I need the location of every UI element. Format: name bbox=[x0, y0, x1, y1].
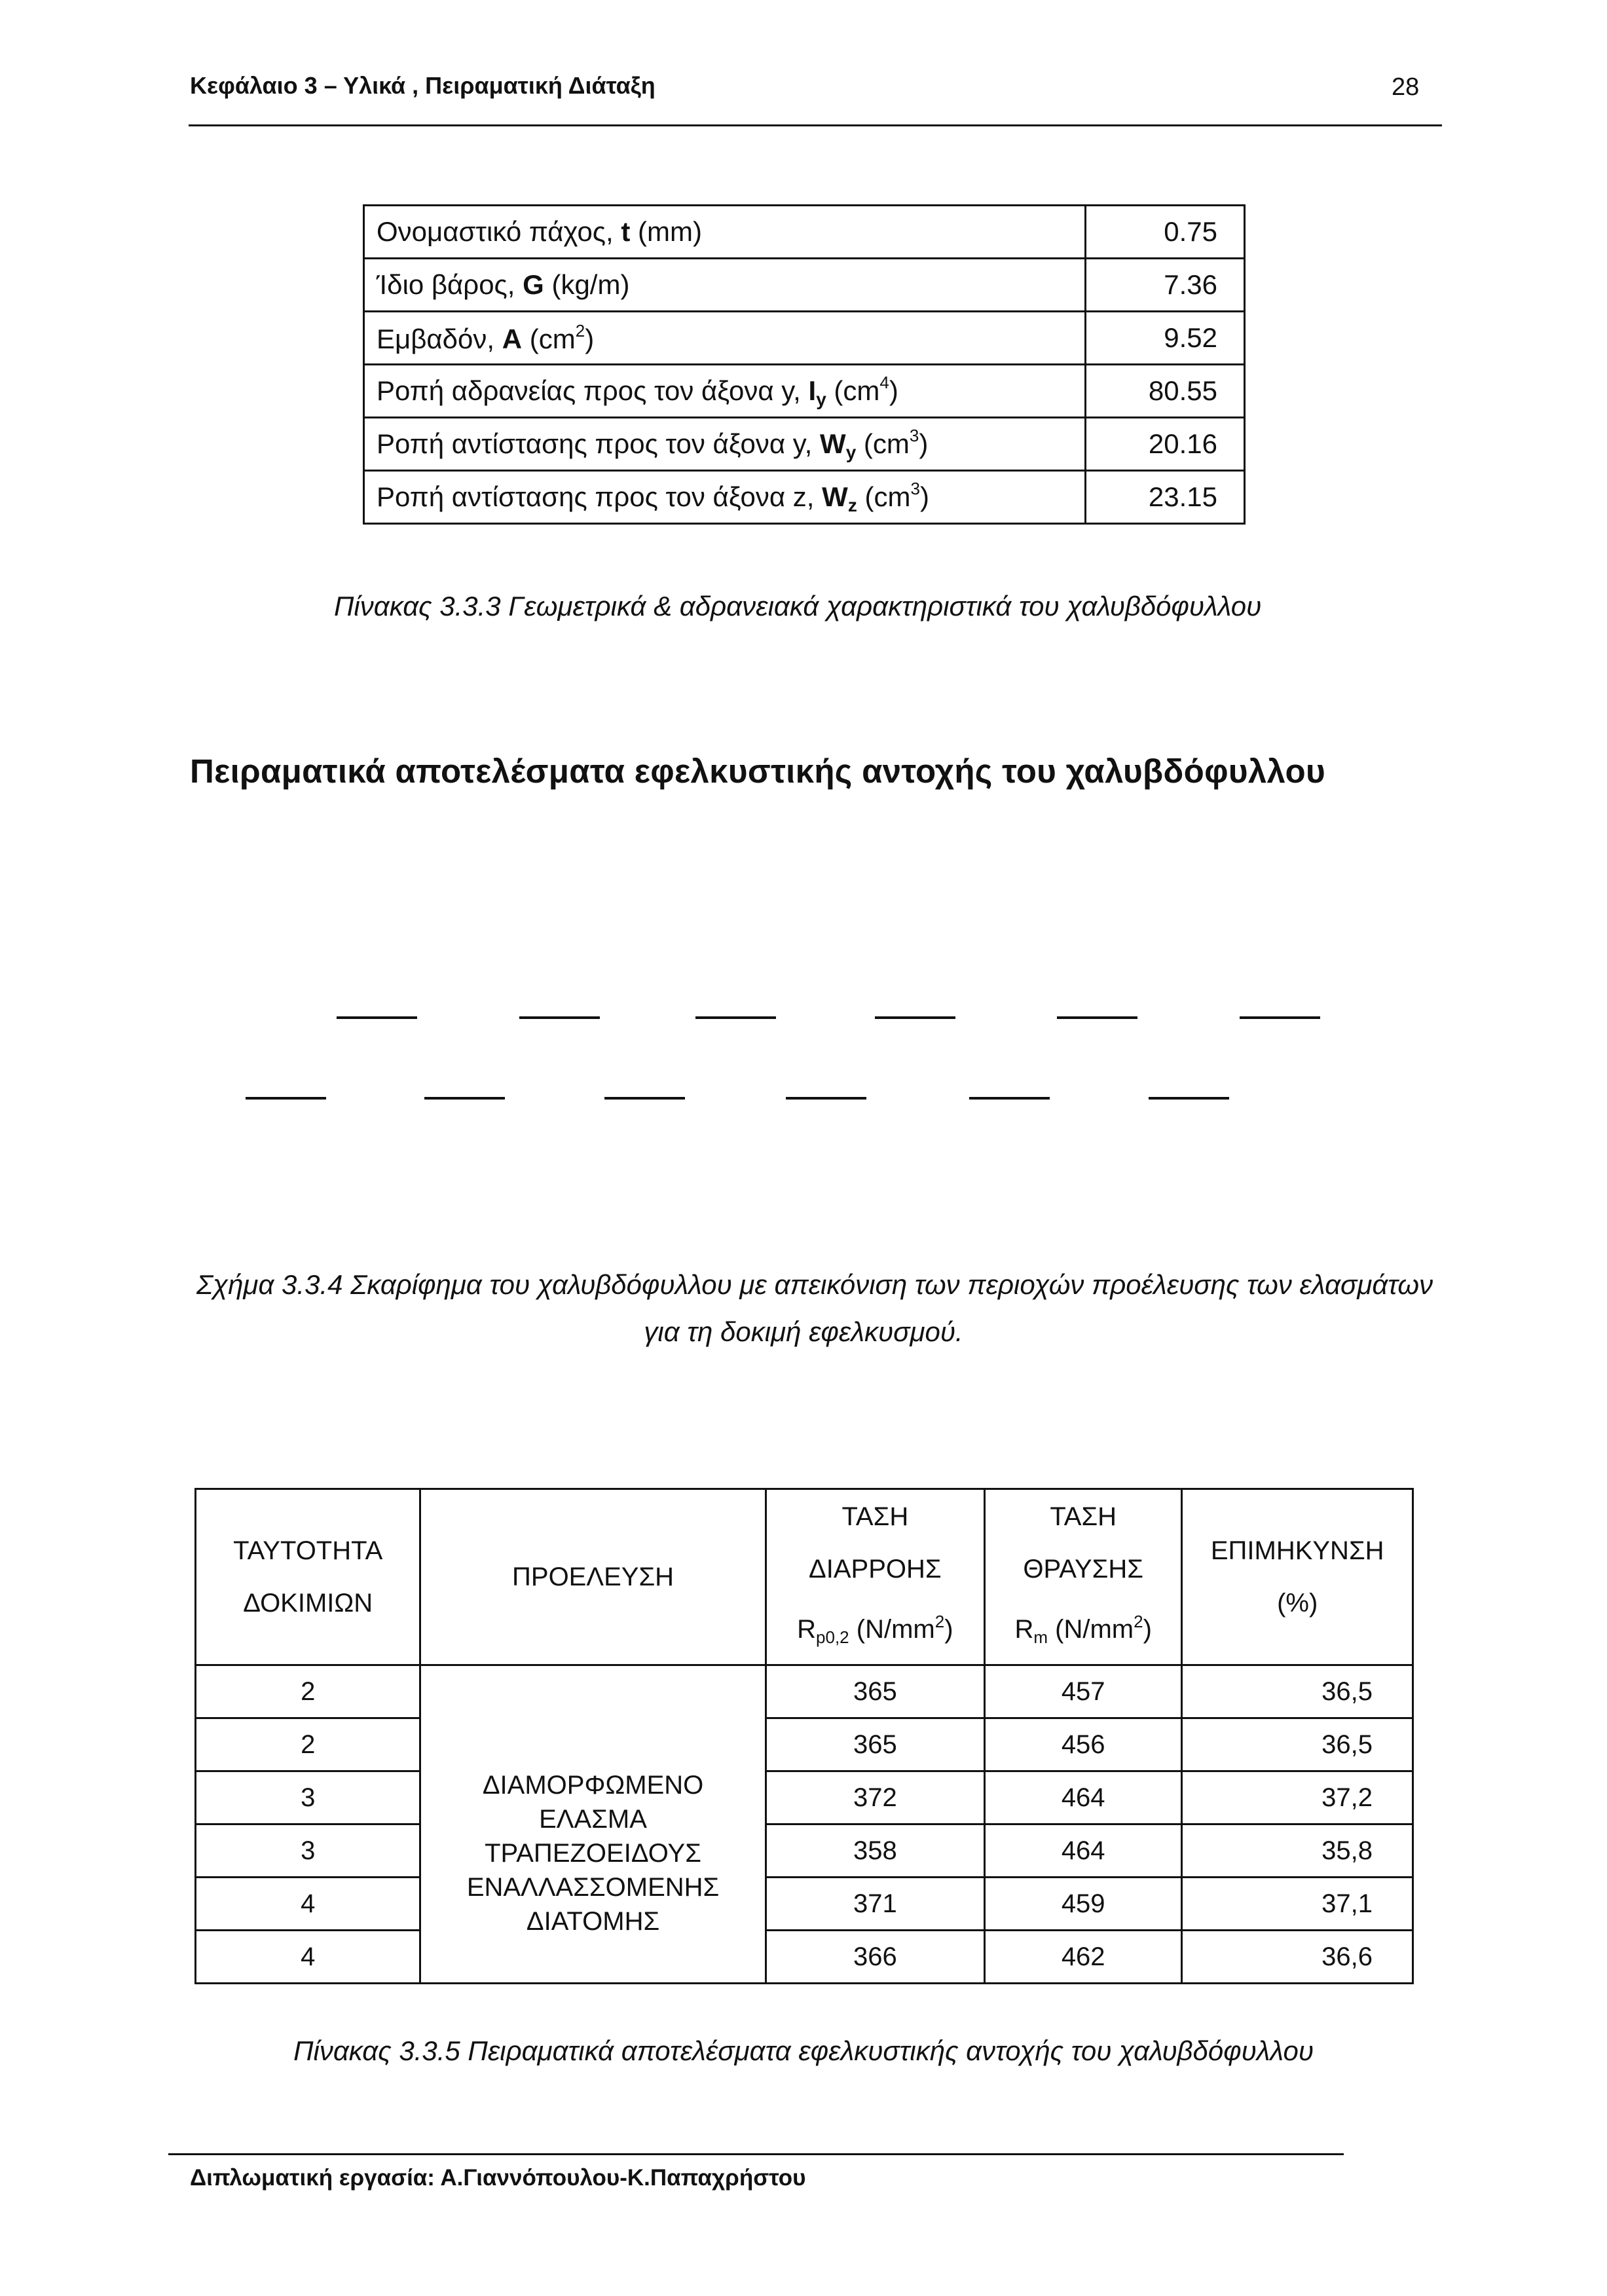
property-unit-close: ) bbox=[919, 481, 929, 512]
property-row bbox=[364, 471, 1245, 524]
property-unit: (cm bbox=[857, 481, 911, 512]
header-elongation-line-1: ΕΠΙΜΗΚΥΝΣΗ bbox=[1210, 1536, 1384, 1565]
sketch-line bbox=[1240, 1016, 1320, 1019]
origin-cell bbox=[420, 1665, 766, 1984]
header-specimen-id-line-1: ΤΑΥΤΟΤΗΤΑ bbox=[233, 1536, 383, 1565]
property-label bbox=[364, 206, 1086, 259]
sketch-line bbox=[969, 1097, 1050, 1100]
header-elongation bbox=[1182, 1489, 1413, 1665]
elongation-value: 36,6 bbox=[1182, 1931, 1413, 1984]
property-unit-close: ) bbox=[585, 324, 595, 354]
header-yield-stress bbox=[766, 1489, 984, 1665]
property-unit-close: ) bbox=[889, 375, 898, 406]
property-value: 0.75 bbox=[1086, 206, 1245, 259]
elongation-value: 36,5 bbox=[1182, 1718, 1413, 1771]
header-yield-line-2: ΔΙΑΡΡΟΗΣ bbox=[809, 1555, 942, 1583]
property-value: 20.16 bbox=[1086, 418, 1245, 471]
property-label-text: Ροπή αντίστασης προς τον άξονα y, bbox=[377, 428, 821, 459]
yield-value: 371 bbox=[766, 1878, 984, 1931]
header-ultimate-stress bbox=[985, 1489, 1182, 1665]
property-row bbox=[364, 312, 1245, 365]
yield-value: 372 bbox=[766, 1771, 984, 1824]
yield-sym: R bbox=[797, 1615, 817, 1644]
yield-value: 358 bbox=[766, 1824, 984, 1878]
property-label-text: Ροπή αδρανείας προς τον άξονα y, bbox=[377, 375, 809, 406]
property-label-text: Εμβαδόν, bbox=[377, 324, 502, 354]
property-symbol: t bbox=[621, 216, 631, 247]
header-origin bbox=[420, 1489, 766, 1665]
property-label bbox=[364, 259, 1086, 312]
tensile-results-table bbox=[194, 1488, 1414, 1984]
results-row bbox=[196, 1878, 1413, 1931]
specimen-id: 4 bbox=[196, 1878, 420, 1931]
property-row bbox=[364, 206, 1245, 259]
property-symbol-subscript: z bbox=[847, 494, 857, 515]
header-yield-line-1: ΤΑΣΗ bbox=[841, 1502, 909, 1531]
property-symbol-subscript: y bbox=[816, 388, 826, 409]
property-unit: (cm bbox=[826, 375, 880, 406]
specimen-id: 2 bbox=[196, 1718, 420, 1771]
header-ultimate-line-2: ΘΡΑΥΣΗΣ bbox=[1023, 1555, 1143, 1583]
property-unit: (cm bbox=[856, 428, 910, 459]
property-label bbox=[364, 418, 1086, 471]
ultimate-sub: m bbox=[1033, 1627, 1048, 1647]
sketch-line bbox=[246, 1097, 326, 1100]
sketch-line bbox=[604, 1097, 685, 1100]
origin-line: ΔΙΑΤΟΜΗΣ bbox=[526, 1907, 660, 1936]
yield-unit: (N/mm bbox=[849, 1615, 935, 1644]
chapter-title: Κεφάλαιο 3 – Υλικά , Πειραματική Διάταξη bbox=[190, 72, 656, 99]
elongation-value: 37,2 bbox=[1182, 1771, 1413, 1824]
sketch-line bbox=[695, 1016, 776, 1019]
ultimate-value: 456 bbox=[985, 1718, 1182, 1771]
section-properties-body bbox=[364, 206, 1245, 524]
table-caption-3-3-5: Πίνακας 3.3.5 Πειραματικά αποτελέσματα εφελκυστικής αντοχής του χαλυβδόφυλλου bbox=[293, 2035, 1314, 2066]
yield-value: 365 bbox=[766, 1665, 984, 1718]
results-row bbox=[196, 1718, 1413, 1771]
property-symbol-subscript: y bbox=[845, 441, 857, 462]
property-value: 7.36 bbox=[1086, 259, 1245, 312]
specimen-id: 3 bbox=[196, 1824, 420, 1878]
property-symbol: W bbox=[822, 481, 848, 512]
property-symbol: A bbox=[502, 324, 523, 354]
ultimate-value: 464 bbox=[985, 1771, 1182, 1824]
origin-line: ΕΝΑΛΛΑΣΣΟΜΕΝΗΣ bbox=[466, 1873, 720, 1902]
origin-line: ΕΛΑΣΜΑ bbox=[539, 1805, 647, 1834]
footer-text: Διπλωματική εργασία: Α.Γιαννόπουλου-Κ.Παπαχρήστου bbox=[190, 2165, 806, 2191]
figure-caption-line-1: Σχήμα 3.3.4 Σκαρίφημα του χαλυβδόφυλλου με απεικόνιση των περιοχών προέλευσης των ελασμάτων bbox=[196, 1269, 1433, 1300]
header-specimen-id-line-2: ΔΟΚΙΜΙΩΝ bbox=[243, 1589, 373, 1618]
ultimate-value: 464 bbox=[985, 1824, 1182, 1878]
property-unit-exponent: 3 bbox=[910, 478, 920, 498]
header-ultimate-symbol bbox=[1014, 1612, 1152, 1647]
property-unit-exponent: 2 bbox=[575, 321, 585, 341]
property-symbol: W bbox=[820, 428, 846, 459]
ultimate-unit: (N/mm bbox=[1048, 1615, 1134, 1644]
results-header-row bbox=[196, 1489, 1413, 1665]
property-row bbox=[364, 365, 1245, 418]
property-unit-exponent: 3 bbox=[909, 425, 919, 445]
header-yield-symbol bbox=[797, 1612, 953, 1647]
property-label bbox=[364, 471, 1086, 524]
property-label-text: Ονομαστικό πάχος, bbox=[377, 216, 621, 247]
ultimate-value: 457 bbox=[985, 1665, 1182, 1718]
yield-exp: 2 bbox=[934, 1612, 945, 1631]
elongation-value: 37,1 bbox=[1182, 1878, 1413, 1931]
elongation-value: 35,8 bbox=[1182, 1824, 1413, 1878]
ultimate-post: ) bbox=[1143, 1615, 1152, 1644]
property-label-text: Ίδιο βάρος, bbox=[377, 269, 523, 300]
results-row bbox=[196, 1824, 1413, 1878]
property-row bbox=[364, 418, 1245, 471]
property-value: 80.55 bbox=[1086, 365, 1245, 418]
ultimate-exp: 2 bbox=[1134, 1612, 1143, 1631]
section-heading: Πειραματικά αποτελέσματα εφελκυστικής αντοχής του χαλυβδόφυλλου bbox=[190, 752, 1325, 790]
yield-post: ) bbox=[944, 1615, 953, 1644]
yield-value: 366 bbox=[766, 1931, 984, 1984]
property-unit: (mm) bbox=[630, 216, 703, 247]
sketch-line bbox=[519, 1016, 600, 1019]
figure-caption-line-2: για τη δοκιμή εφελκυσμού. bbox=[644, 1316, 963, 1347]
results-row bbox=[196, 1665, 1413, 1718]
property-symbol: I bbox=[808, 375, 817, 406]
section-properties-table bbox=[363, 204, 1246, 525]
property-unit-close: ) bbox=[919, 428, 929, 459]
property-unit: (kg/m) bbox=[544, 269, 630, 300]
sketch-line bbox=[1057, 1016, 1137, 1019]
page-number: 28 bbox=[1392, 73, 1420, 101]
property-row bbox=[364, 259, 1245, 312]
property-value: 23.15 bbox=[1086, 471, 1245, 524]
results-row bbox=[196, 1771, 1413, 1824]
sketch-line bbox=[337, 1016, 417, 1019]
property-label-text: Ροπή αντίστασης προς τον άξονα z, bbox=[377, 481, 822, 512]
specimen-id: 3 bbox=[196, 1771, 420, 1824]
specimen-id: 2 bbox=[196, 1665, 420, 1718]
property-symbol: G bbox=[523, 269, 544, 300]
ultimate-value: 459 bbox=[985, 1878, 1182, 1931]
header-origin-label: ΠΡΟΕΛΕΥΣΗ bbox=[512, 1563, 674, 1591]
ultimate-value: 462 bbox=[985, 1931, 1182, 1984]
property-unit: (cm bbox=[522, 324, 576, 354]
origin-line: ΤΡΑΠΕΖΟΕΙΔΟΥΣ bbox=[485, 1839, 701, 1868]
sketch-line bbox=[1149, 1097, 1229, 1100]
sketch-line bbox=[786, 1097, 866, 1100]
specimen-id: 4 bbox=[196, 1931, 420, 1984]
results-row bbox=[196, 1931, 1413, 1984]
property-label bbox=[364, 365, 1086, 418]
header-ultimate-line-1: ΤΑΣΗ bbox=[1050, 1502, 1117, 1531]
property-unit-exponent: 4 bbox=[879, 372, 889, 392]
header-rule bbox=[189, 124, 1442, 126]
ultimate-sym: R bbox=[1014, 1615, 1034, 1644]
elongation-value: 36,5 bbox=[1182, 1665, 1413, 1718]
yield-sub: p0,2 bbox=[816, 1627, 849, 1647]
sketch-line bbox=[424, 1097, 505, 1100]
header-elongation-line-2: (%) bbox=[1277, 1589, 1318, 1618]
header-specimen-id bbox=[196, 1489, 420, 1665]
origin-line: ΔΙΑΜΟΡΦΩΜΕΝΟ bbox=[482, 1771, 704, 1800]
property-label bbox=[364, 312, 1086, 365]
results-body bbox=[196, 1665, 1413, 1984]
property-value: 9.52 bbox=[1086, 312, 1245, 365]
footer-rule bbox=[168, 2153, 1344, 2155]
sketch-line bbox=[875, 1016, 955, 1019]
table-caption-3-3-3: Πίνακας 3.3.3 Γεωμετρικά & αδρανειακά χαρακτηριστικά του χαλυβδόφυλλου bbox=[334, 591, 1262, 621]
yield-value: 365 bbox=[766, 1718, 984, 1771]
